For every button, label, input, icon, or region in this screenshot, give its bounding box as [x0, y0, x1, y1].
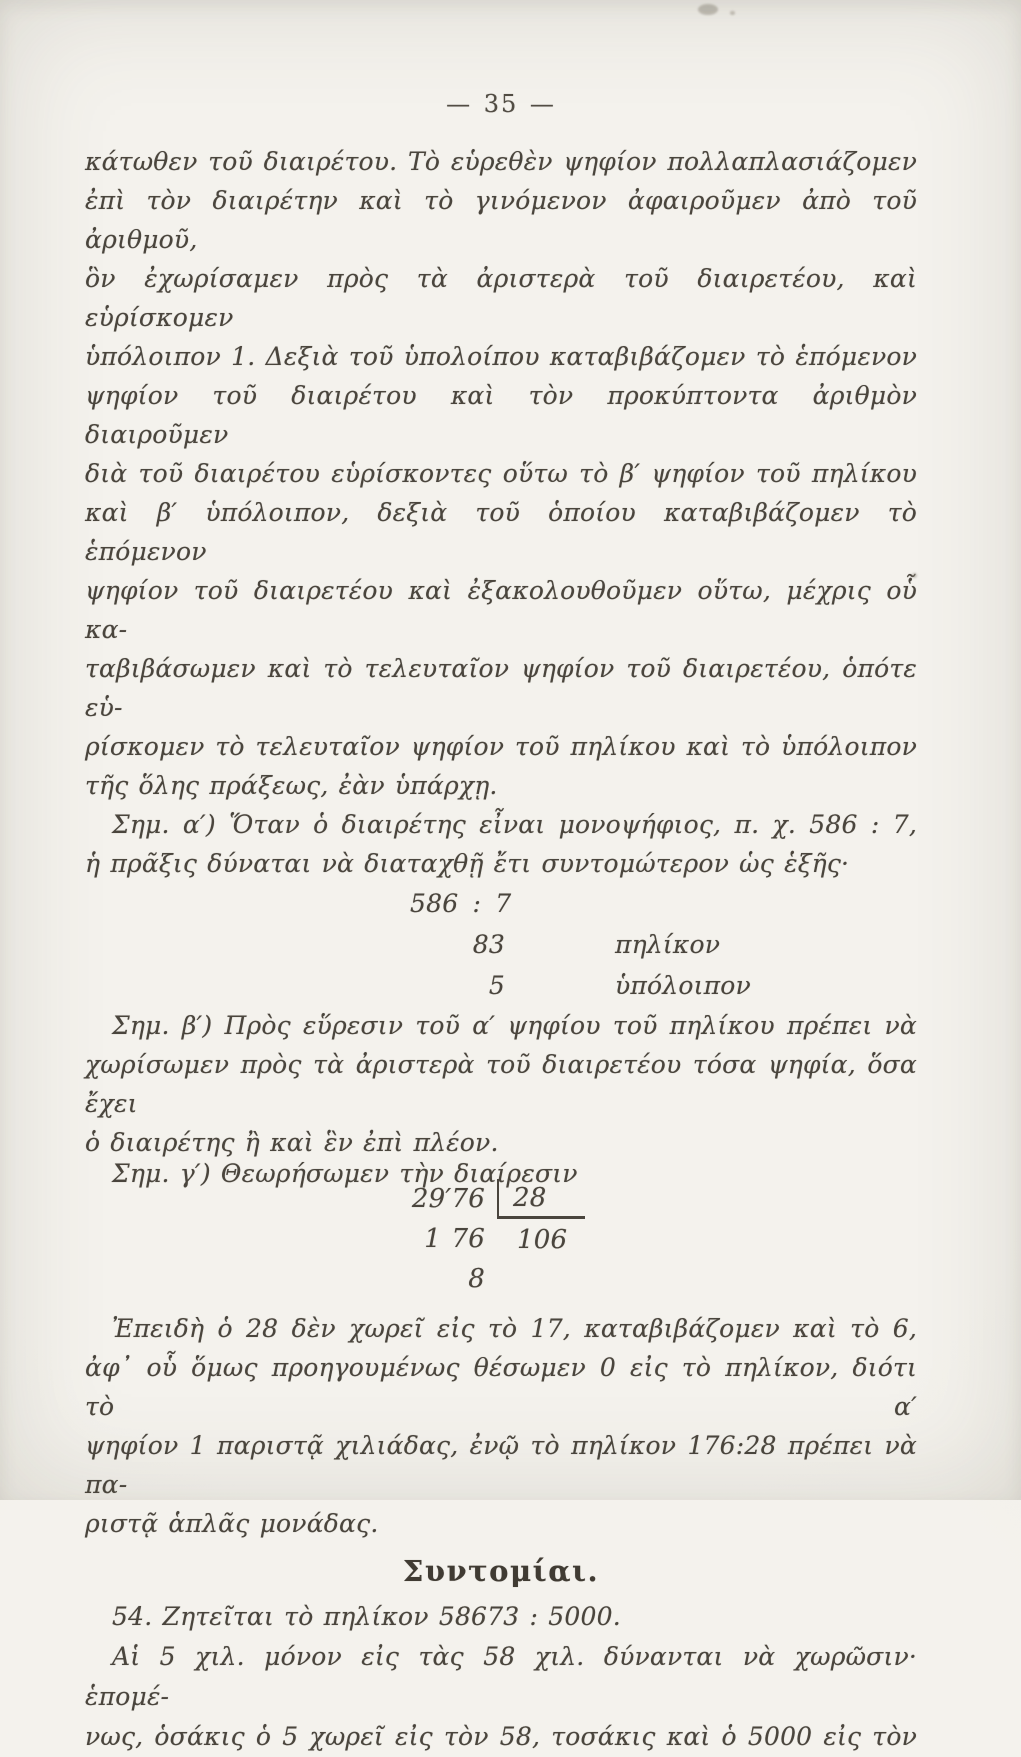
remainder-value: 8 [468, 1264, 485, 1294]
text-line: ὁ διαιρέτης ἢ καὶ ἓν ἐπὶ πλέον. [85, 1128, 499, 1157]
text-line: ψηφίον τοῦ διαιρέτου καὶ τὸν προκύπτοντα ἀριθμὸν διαιροῦμεν [85, 381, 917, 449]
text-line: Ἐπειδὴ ὁ 28 δὲν χωρεῖ εἰς τὸ 17, καταβιβάζομεν καὶ τὸ 6, [112, 1314, 917, 1343]
text-line: ὑπόλοιπον 1. Δεξιὰ τοῦ ὑπολοίπου καταβιβάζομεν τὸ ἑπόμενον [85, 342, 917, 371]
quotient-row [85, 924, 917, 965]
text-line: ἡ πρᾶξις δύναται νὰ διαταχθῇ ἔτι συντομώτερον ὡς ἑξῆς· [85, 849, 850, 878]
section-heading-syntomiai: Συντομίαι. [402, 1554, 600, 1588]
text-line: Σημ. γ′) Θεωρήσωμεν τὴν διαίρεσιν [112, 1159, 578, 1188]
quotient-value: 83 [472, 930, 505, 959]
dividend-column [85, 1179, 497, 1299]
text-line: ριστᾷ ἁπλᾶς μονάδας. [85, 1509, 379, 1538]
ink-smudge [698, 4, 718, 15]
text-line: ταβιβάσωμεν καὶ τὸ τελευταῖον ψηφίον τοῦ διαιρετέου, ὁπότε εὑ- [85, 654, 917, 722]
text-line: ἀφ᾽ οὗ ὅμως προηγουμένως θέσωμεν 0 εἰς τὸ πηλίκον, διότι τὸ α′ [85, 1353, 917, 1421]
divisor-column [497, 1179, 585, 1299]
text-line: ἐπὶ τὸν διαιρέτην καὶ τὸ γινόμενον ἀφαιροῦμεν ἀπὸ τοῦ ἀριθμοῦ, [85, 186, 917, 254]
ink-speck [730, 11, 735, 15]
text-line: ὃν ἐχωρίσαμεν πρὸς τὰ ἀριστερὰ τοῦ διαιρετέου, καὶ εὑρίσκομεν [85, 264, 917, 332]
text-line: χωρίσωμεν πρὸς τὰ ἀριστερὰ τοῦ διαιρετέου τόσα ψηφία, ὅσα ἔχει [85, 1050, 917, 1118]
text-line: Σημ. β′) Πρὸς εὕρεσιν τοῦ α′ ψηφίου τοῦ πηλίκου πρέπει νὰ [112, 1011, 917, 1040]
ink-speck [912, 573, 917, 578]
text-line: καὶ β′ ὑπόλοιπον, δεξιὰ τοῦ ὁποίου καταβιβάζομεν τὸ ἑπόμενον [85, 498, 917, 566]
text-line: νως, ὁσάκις ὁ 5 χωρεῖ εἰς τὸν 58, τοσάκις καὶ ὁ 5000 εἰς τὸν [85, 1722, 917, 1751]
dividend-value: 29′76 [411, 1184, 485, 1214]
quotient-label: πηλίκον [615, 930, 721, 959]
long-division-example-2976-28 [85, 1179, 917, 1299]
divisor-value: 28 [497, 1179, 585, 1219]
text-line: 54. Ζητεῖται τὸ πηλίκον 58673 : 5000. [112, 1602, 621, 1631]
remainder-row [85, 965, 917, 1006]
text-line: Αἱ 5 χιλ. μόνον εἰς τὰς 58 χιλ. δύνανται νὰ χωρῶσιν· ἑπομέ- [85, 1642, 917, 1711]
scanned-book-page [85, 0, 917, 1757]
text-line: κάτωθεν τοῦ διαιρέτου. Τὸ εὑρεθὲν ψηφίον πολλαπλασιάζομεν [85, 147, 917, 176]
text-line: Σημ. α′) Ὅταν ὁ διαιρέτης εἶναι μονοψήφιος, π. χ. 586 : 7, [112, 810, 917, 839]
paragraph-54 [85, 1597, 917, 1637]
text-line: ψηφίον τοῦ διαιρετέου καὶ ἐξακολουθοῦμεν οὕτω, μέχρις οὗ κα- [85, 576, 917, 644]
work-line-value: 1 76 [424, 1224, 485, 1254]
quotient-value: 106 [517, 1225, 568, 1255]
remainder-value: 5 [488, 971, 505, 1000]
remainder-label: ὑπόλοιπον [615, 971, 751, 1000]
note-beta [85, 1006, 917, 1162]
arithmetic-example-586-7 [85, 883, 917, 1006]
division-problem: 586 : 7 [410, 889, 512, 918]
text-line: ρίσκομεν τὸ τελευταῖον ψηφίον τοῦ πηλίκου καὶ τὸ ὑπόλοιπον [85, 732, 917, 761]
text-line: διὰ τοῦ διαιρέτου εὑρίσκοντες οὕτω τὸ β′ ψηφίον τοῦ πηλίκου [85, 459, 917, 488]
note-alpha [85, 805, 917, 883]
paragraph-epeidi [85, 1309, 917, 1543]
text-line: τῆς ὅλης πράξεως, ἐὰν ὑπάρχῃ. [85, 771, 498, 800]
paragraph-division-method [85, 142, 917, 805]
text-line: ψηφίον 1 παριστᾷ χιλιάδας, ἐνῷ τὸ πηλίκον 176:28 πρέπει νὰ πα- [85, 1431, 917, 1499]
paragraph-ai-5-chil [85, 1637, 917, 1757]
page-number: — 35 — [446, 90, 556, 118]
